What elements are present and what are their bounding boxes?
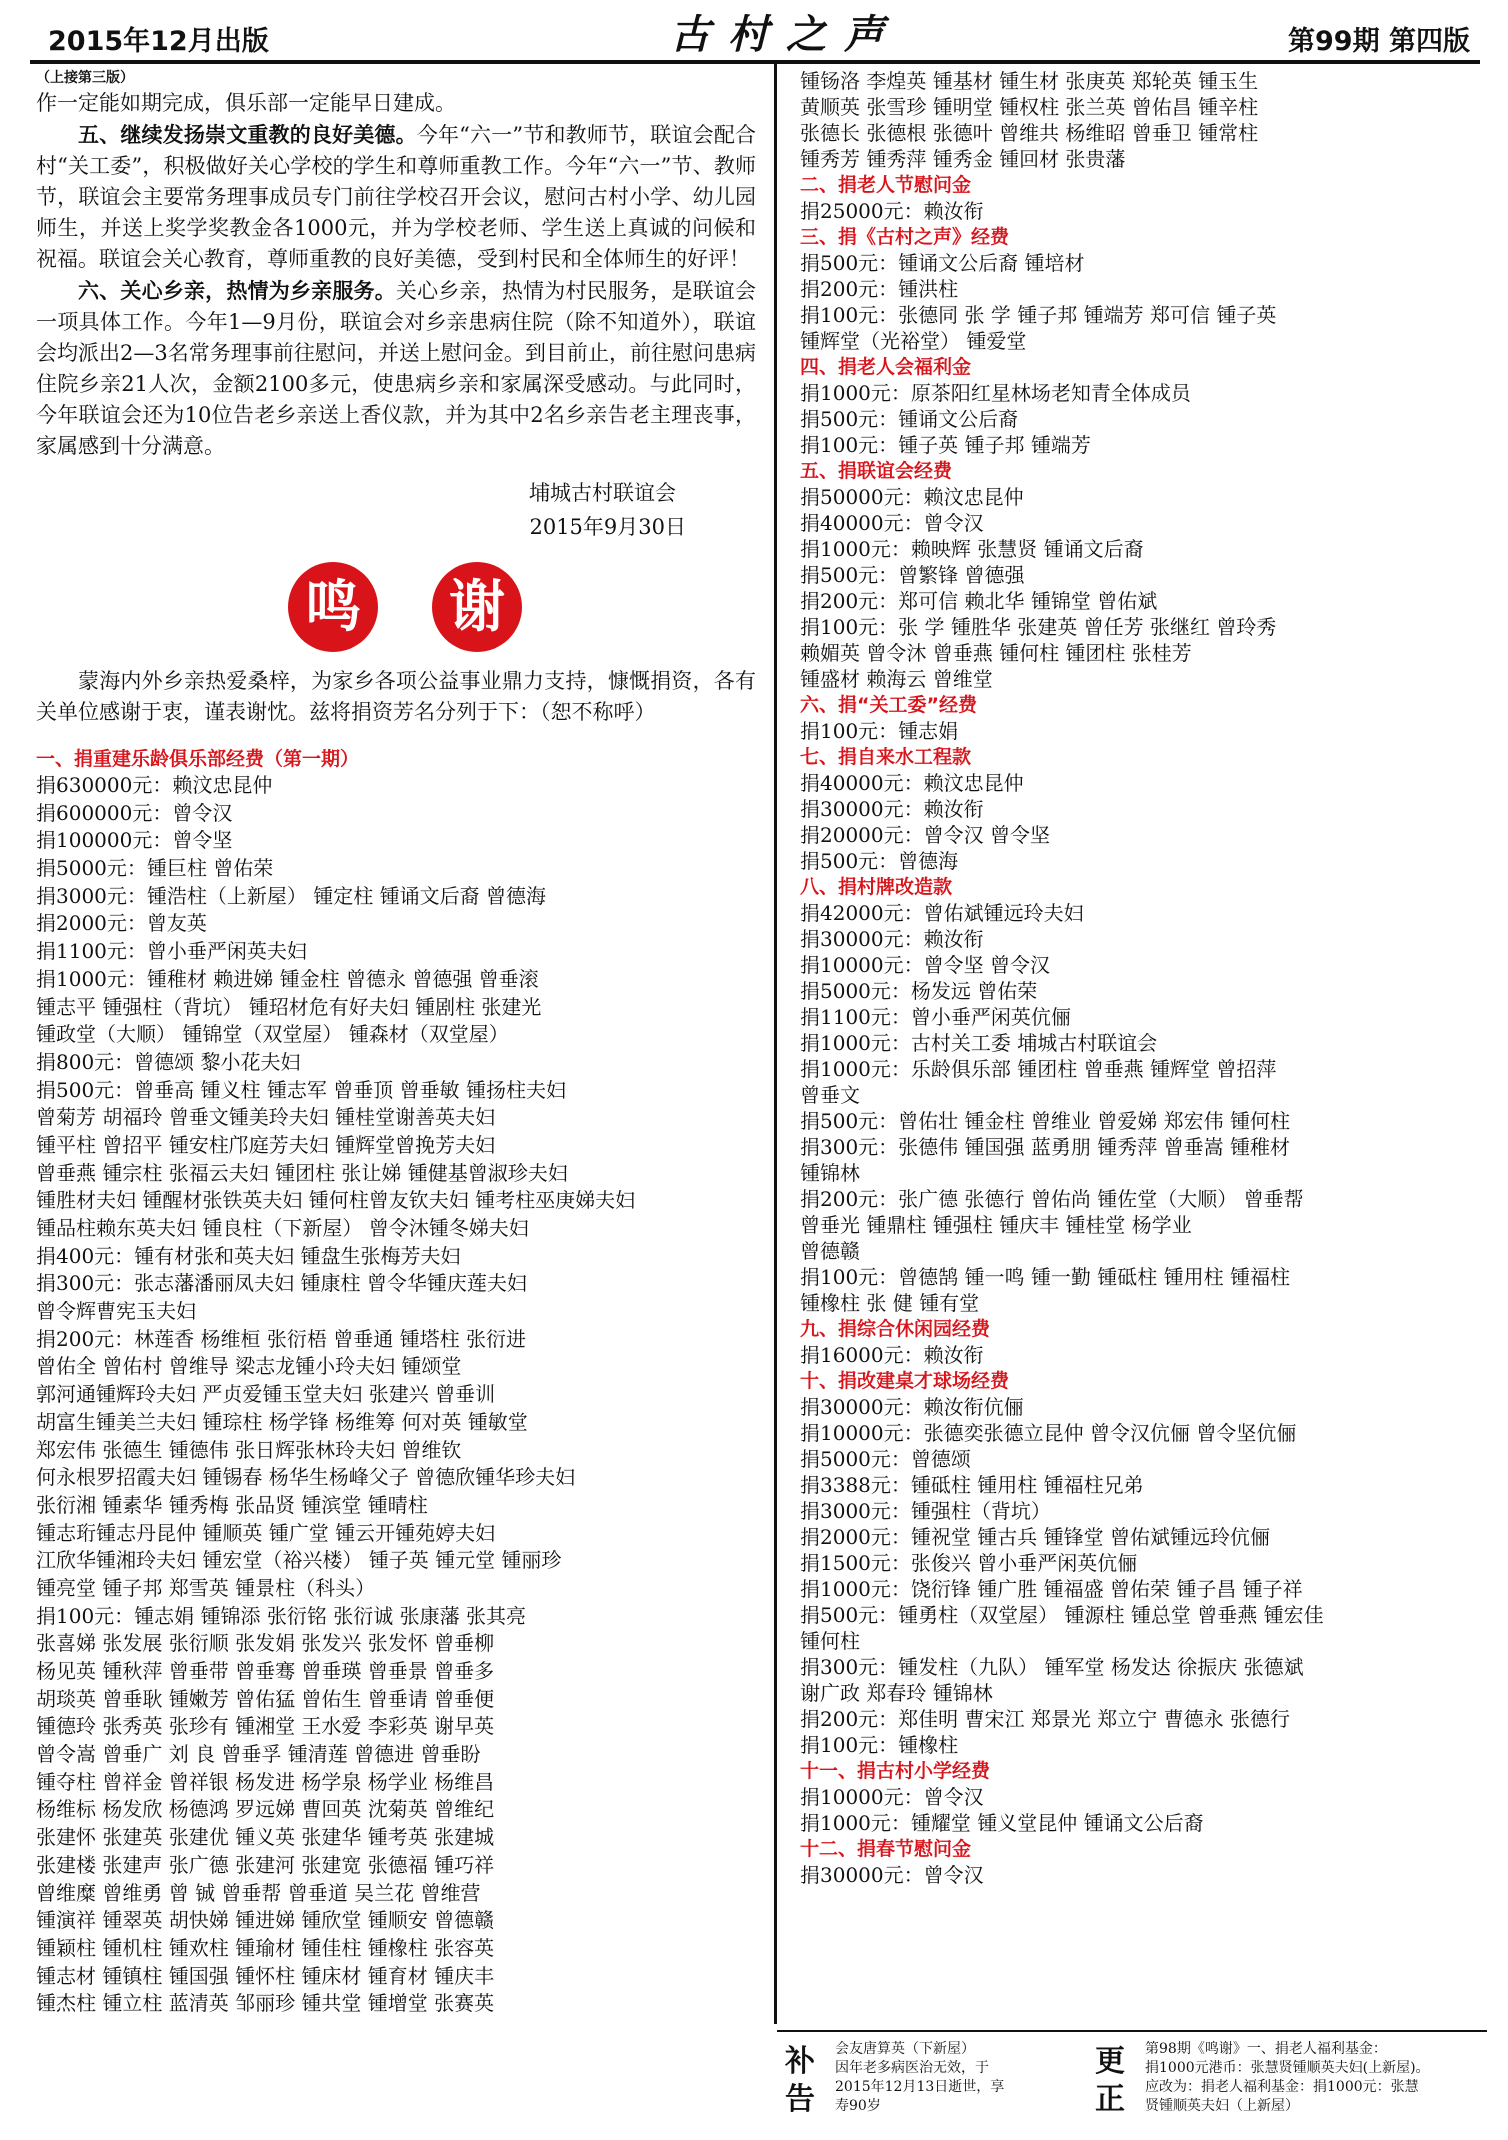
- donor-line: 捐10000元：曾令汉: [800, 1785, 984, 1809]
- donor-line: 捐500元：曾垂高 锺义柱 锺志军 曾垂顶 曾垂敏 锺扬柱夫妇: [36, 1077, 566, 1102]
- correction-line: 第98期《鸣谢》一、捐老人福利基金：: [1145, 2041, 1387, 2057]
- donor-line: 锺政堂（大顺） 锺锦堂（双堂屋） 锺森材（双堂屋）: [36, 1022, 509, 1047]
- donor-line: 锺锦林: [800, 1161, 860, 1185]
- donor-line: 捐500元：曾德海: [800, 849, 959, 873]
- donor-line: 捐1000元：锺耀堂 锺义堂昆仲 锺诵文公后裔: [800, 1811, 1204, 1835]
- section-title: 十一、捐古村小学经费: [800, 1760, 991, 1782]
- donor-line: 捐10000元：张德奕张德立昆仲 曾令汉伉俪 曾令坚伉俪: [800, 1421, 1297, 1445]
- correction-label-2: 正: [1095, 2082, 1125, 2117]
- donor-line: 捐100000元：曾令坚: [36, 828, 233, 853]
- donor-line: 捐630000元：赖汶忠昆仲: [36, 773, 273, 797]
- donor-line: 张德长 张德根 张德叶 曾维共 杨维昭 曾垂卫 锺常柱: [800, 121, 1259, 145]
- section-title: 八、捐村牌改造款: [800, 876, 953, 898]
- donor-line: 曾德赣: [800, 1239, 860, 1263]
- donor-line: 曾维糜 曾维勇 曾 铖 曾垂帮 曾垂道 吴兰花 曾维营: [36, 1880, 481, 1905]
- donor-line: 捐100元：曾德鹄 锺一鸣 锺一勤 锺砥柱 锺用柱 锺福柱: [800, 1265, 1290, 1289]
- donor-line: 捐100元：张 学 锺胜华 张建英 曾任芳 张继红 曾玲秀: [800, 615, 1277, 639]
- donor-line: 张建楼 张建声 张广德 张建河 张建宽 张德福 锺巧祥: [36, 1852, 495, 1877]
- donor-line: 捐25000元：赖汝衔: [800, 199, 984, 223]
- section-1-title: 一、捐重建乐龄俱乐部经费（第一期）: [36, 748, 360, 770]
- intro-text: 作一定能如期完成，俱乐部一定能早日建成。: [36, 91, 456, 115]
- donor-line: 捐500元：锺勇柱（双堂屋） 锺源柱 锺总堂 曾垂燕 锺宏佳: [800, 1603, 1324, 1627]
- donor-line: 锺颖柱 锺机柱 锺欢柱 锺瑜材 锺佳柱 锺橡柱 张容英: [36, 1935, 495, 1960]
- supplement-line: 会友唐算英（下新屋）: [835, 2041, 975, 2057]
- donor-line: 捐500元：锺诵文公后裔 锺培材: [800, 251, 1085, 275]
- donor-line: 胡琰英 曾垂耿 锺嫩芳 曾佑猛 曾佑生 曾垂请 曾垂便: [36, 1686, 495, 1711]
- donor-line: 捐16000元：赖汝衔: [800, 1343, 984, 1367]
- donor-line: 捐5000元：杨发远 曾佑荣: [800, 979, 1038, 1003]
- bottom-notices: [777, 2030, 1487, 2130]
- donor-line: 黄顺英 张雪珍 锺明堂 锺权柱 张兰英 曾佑昌 锺辛柱: [800, 95, 1259, 119]
- donor-line: 捐30000元：曾令汉: [800, 1863, 984, 1887]
- donor-line: 捐500元：曾佑壮 锺金柱 曾维业 曾爱娣 郑宏伟 锺何柱: [800, 1109, 1290, 1133]
- correction-notice: [1145, 2040, 1483, 2116]
- thanks-seal-2: 谢: [432, 562, 522, 652]
- donor-line: 捐300元：锺发柱（九队） 锺军堂 杨发达 徐振庆 张德斌: [800, 1655, 1304, 1679]
- donor-line: 捐42000元：曾佑斌锺远玲夫妇: [800, 901, 1084, 925]
- donor-line: 张喜娣 张发展 张衍顺 张发娟 张发兴 张发怀 曾垂柳: [36, 1631, 495, 1656]
- page-header: [30, 11, 1480, 64]
- donor-line: 捐40000元：赖汶忠昆仲: [800, 771, 1024, 795]
- section-title: 六、捐“关工委”经费: [800, 694, 977, 716]
- donor-line: 锺平柱 曾招平 锺安柱邝庭芳夫妇 锺辉堂曾挽芳夫妇: [36, 1132, 496, 1157]
- donor-line: 杨维标 杨发欣 杨德鸿 罗远娣 曹回英 沈菊英 曾维纪: [36, 1797, 495, 1822]
- donor-line: 捐3000元：锺浩柱（上新屋） 锺定柱 锺诵文后裔 曾德海: [36, 883, 546, 908]
- supplement-line: 寿90岁: [835, 2098, 881, 2114]
- thanks-seal-1: 鸣: [288, 562, 378, 652]
- donor-line: 捐1000元：赖映辉 张慧贤 锺诵文后裔: [800, 537, 1144, 561]
- donor-line: 何永根罗招霞夫妇 锺锡春 杨华生杨峰父子 曾德欣锺华珍夫妇: [36, 1465, 576, 1490]
- donor-line: 杨见英 锺秋萍 曾垂带 曾垂骞 曾垂瑛 曾垂景 曾垂多: [36, 1659, 495, 1683]
- donor-line: 赖媚英 曾令沐 曾垂燕 锺何柱 锺团柱 张桂芳: [800, 641, 1192, 665]
- correction-line: 捐1000元港币：张慧贤锺顺英夫妇(上新屋)。: [1145, 2060, 1430, 2076]
- donor-line: 锺何柱: [800, 1629, 860, 1653]
- donor-line: 捐2000元：曾友英: [36, 911, 207, 936]
- donor-line: 捐300元：张志藩潘丽凤夫妇 锺康柱 曾令华锺庆莲夫妇: [36, 1271, 527, 1296]
- correction-line: 贤锺顺英夫妇（上新屋）: [1145, 2098, 1299, 2114]
- signature-date: 2015年9月30日: [529, 515, 686, 539]
- donor-line: 捐200元：郑佳明 曹宋江 郑景光 郑立宁 曹德永 张德行: [800, 1707, 1290, 1731]
- supplement-line: 因年老多病医治无效，于: [835, 2060, 989, 2076]
- donor-line: 捐50000元：赖汶忠昆仲: [800, 485, 1024, 509]
- donor-line: 捐1100元：曾小垂严闲英伉俪: [800, 1005, 1071, 1029]
- section-6-paragraph: [36, 275, 756, 462]
- donor-line: 曾垂光 锺鼎柱 锺强柱 锺庆丰 锺桂堂 杨学业: [800, 1213, 1192, 1237]
- donor-line: 捐3000元：锺强柱（背坑）: [800, 1499, 1051, 1523]
- donor-line: 郭河通锺辉玲夫妇 严贞爱锺玉堂夫妇 张建兴 曾垂训: [36, 1382, 496, 1407]
- donor-line: 张建怀 张建英 张建优 锺义英 张建华 锺考英 张建城: [36, 1825, 495, 1850]
- donor-line: 捐500元：曾繁锋 曾德强: [800, 563, 1025, 587]
- intro-paragraph: [36, 88, 756, 119]
- donor-line: 捐1000元：饶衍锋 锺广胜 锺福盛 曾佑荣 锺子昌 锺子祥: [800, 1577, 1303, 1601]
- donor-line: 锺杰柱 锺立柱 蓝清英 邹丽珍 锺共堂 锺增堂 张赛英: [36, 1991, 495, 2016]
- donor-line: 捐300元：张德伟 锺国强 蓝勇朋 锺秀萍 曾垂嵩 锺稚材: [800, 1135, 1290, 1159]
- section-title: 五、捐联谊会经费: [800, 460, 953, 482]
- donor-line: 捐3388元：锺砥柱 锺用柱 锺福柱兄弟: [800, 1473, 1144, 1497]
- donor-line: 郑宏伟 张德生 锺德伟 张日辉张林玲夫妇 曾维钦: [36, 1437, 462, 1462]
- donor-line: 捐100元：锺子英 锺子邦 锺端芳: [800, 433, 1091, 457]
- donor-line: 锺品柱赖东英夫妇 锺良柱（下新屋） 曾令沐锺冬娣夫妇: [36, 1216, 529, 1240]
- donor-line: 锺德玲 张秀英 张珍有 锺湘堂 王水爱 李彩英 谢早英: [36, 1714, 495, 1739]
- donor-line: 捐30000元：赖汝衔: [800, 927, 984, 951]
- supplement-line: 2015年12月13日逝世，享: [835, 2079, 1005, 2095]
- acknowledgement-intro: 蒙海内外乡亲热爱桑梓，为家乡各项公益事业鼎力支持，慷慨捐资，各有关单位感谢于衷，谨表谢忱。兹将捐资芳名分列于下：（恕不称呼）: [36, 669, 756, 724]
- section-title: 二、捐老人节慰问金: [800, 174, 972, 196]
- section-title: 七、捐自来水工程款: [800, 746, 972, 768]
- donor-line: 锺橡柱 张 健 锺有堂: [800, 1291, 980, 1315]
- donor-line: 捐200元：张广德 张德行 曾佑尚 锺佐堂（大顺） 曾垂帮: [800, 1187, 1304, 1211]
- acknowledgement-heading: [36, 544, 756, 662]
- section-title: 九、捐综合休闲园经费: [800, 1318, 991, 1340]
- donor-line: 捐200元：郑可信 赖北华 锺锦堂 曾佑斌: [800, 589, 1158, 613]
- donor-line: 捐100元：张德同 张 学 锺子邦 锺端芳 郑可信 锺子英: [800, 303, 1277, 327]
- section-5-body: 今年“六一”节和教师节，联谊会配合村“关工委”，积极做好关心学校的学生和尊师重教工作。今年“六一”节、教师节，联谊会主要常务理事成员专门前往学校召开会议，慰问古村小学、幼儿园师生，并送上奖学奖教金各1000元，并为学校老师、学生送上真诚的问候和祝福。联谊会关心教育，尊师重教的良好美德，受到村民和全体师生的好评！: [36, 123, 756, 271]
- donor-line: 捐200元：锺洪柱: [800, 277, 959, 301]
- donor-line: 捐100元：锺志娟: [800, 719, 959, 743]
- donor-line: 锺志平 锺强柱（背坑） 锺玿材危有好夫妇 锺剧柱 张建光: [36, 994, 542, 1019]
- section-5-heading: 五、继续发扬崇文重教的良好美德。: [78, 122, 417, 147]
- donor-line: 锺亮堂 锺子邦 郑雪英 锺景柱（科头）: [36, 1575, 376, 1600]
- donor-line: 锺演祥 锺翠英 胡快娣 锺进娣 锺欣堂 锺顺安 曾德赣: [36, 1908, 495, 1933]
- donor-line: 捐1100元：曾小垂严闲英夫妇: [36, 939, 307, 964]
- column-divider: [774, 64, 777, 2024]
- donor-line: 曾菊芳 胡福玲 曾垂文锺美玲夫妇 锺桂堂谢善英夫妇: [36, 1105, 496, 1130]
- section-title: 十二、捐春节慰问金: [800, 1838, 972, 1860]
- donor-line: 捐1000元：锺稚材 赖进娣 锺金柱 曾德永 曾德强 曾垂滚: [36, 966, 539, 991]
- section-6-heading: 六、关心乡亲，热情为乡亲服务。: [78, 278, 396, 303]
- donor-line: 捐5000元：曾德颂: [800, 1447, 971, 1471]
- donor-line: 锺钖洛 李煌英 锺基材 锺生材 张庚英 郑轮英 锺玉生: [800, 69, 1259, 93]
- section-title: 三、捐《古村之声》经费: [800, 226, 1010, 248]
- correction-line: 应改为：捐老人福利基金：捐1000元：张慧: [1145, 2079, 1419, 2095]
- donor-line: 捐1500元：张俊兴 曾小垂严闲英伉俪: [800, 1551, 1138, 1575]
- section-title: 十、捐改建桌才球场经费: [800, 1370, 1010, 1392]
- correction-label-1: 更: [1095, 2044, 1125, 2079]
- donor-line: 捐5000元：锺巨柱 曾佑荣: [36, 856, 274, 881]
- publication-date: 2015年12月出版: [48, 26, 269, 57]
- issue-number: 第99期 第四版: [1288, 26, 1470, 57]
- donor-line: 曾令辉曹宪玉夫妇: [36, 1299, 196, 1324]
- signature-org: 埔城古村联谊会: [529, 481, 676, 505]
- left-column: [36, 68, 756, 2018]
- donor-line: 锺秀芳 锺秀萍 锺秀金 锺回材 张贵藩: [800, 147, 1126, 171]
- donor-line: 胡富生锺美兰夫妇 锺琮柱 杨学锋 杨维筹 何对英 锺敏堂: [36, 1409, 528, 1434]
- donor-line: 捐2000元：锺祝堂 锺古兵 锺锋堂 曾佑斌锺远玲伉俪: [800, 1525, 1270, 1549]
- donor-line: 捐200元：林莲香 杨维桓 张衍梧 曾垂通 锺塔柱 张衍进: [36, 1326, 526, 1351]
- donor-line: 捐100元：锺橡柱: [800, 1733, 959, 1757]
- donor-line: 捐10000元：曾令坚 曾令汉: [800, 953, 1050, 977]
- donor-line: 曾令嵩 曾垂广 刘 良 曾垂孚 锺清莲 曾德进 曾垂盼: [36, 1742, 481, 1767]
- continued-note: （上接第三版）: [36, 70, 134, 86]
- donor-line: 锺盛材 赖海云 曾维堂: [800, 667, 993, 691]
- section-5-paragraph: [36, 119, 756, 275]
- supplement-label-1: 补: [785, 2044, 815, 2079]
- donor-line: 锺辉堂（光裕堂） 锺爱堂: [800, 329, 1027, 353]
- donor-line: 谢广政 郑春玲 锺锦林: [800, 1681, 993, 1705]
- donor-line: 捐400元：锺有材张和英夫妇 锺盘生张梅芳夫妇: [36, 1243, 461, 1268]
- donor-line: 曾垂文: [800, 1083, 860, 1107]
- donor-line: 捐30000元：赖汝衔伉俪: [800, 1395, 1024, 1419]
- donor-list: [36, 772, 756, 2018]
- donor-line: 江欣华锺湘玲夫妇 锺宏堂（裕兴楼） 锺子英 锺元堂 锺丽珍: [36, 1548, 562, 1573]
- donor-line: 锺志材 锺镇柱 锺国强 锺怀柱 锺床材 锺育材 锺庆丰: [36, 1963, 495, 1988]
- right-column: [800, 68, 1490, 1888]
- donor-line: 捐1000元：古村关工委 埔城古村联谊会: [800, 1031, 1158, 1055]
- donor-line: 锺胜材夫妇 锺醒材张铁英夫妇 锺何柱曾友钦夫妇 锺考柱巫庚娣夫妇: [36, 1188, 636, 1213]
- donor-list-continued: [800, 68, 1490, 1888]
- section-title: 四、捐老人会福利金: [800, 356, 972, 378]
- donor-line: 捐100元：锺志娟 锺锦添 张衍铭 张衍诚 张康藩 张其亮: [36, 1603, 526, 1628]
- donor-line: 张衍湘 锺素华 锺秀梅 张品贤 锺滨堂 锺晴柱: [36, 1492, 428, 1517]
- newspaper-title: 古村之声: [670, 11, 902, 58]
- donor-line: 曾佑全 曾佑村 曾维导 梁志龙锺小玲夫妇 锺颂堂: [36, 1354, 462, 1379]
- donor-line: 捐30000元：赖汝衔: [800, 797, 984, 821]
- donor-line: 捐500元：锺诵文公后裔: [800, 407, 1019, 431]
- donor-line: 捐1000元：原茶阳红星林场老知青全体成员: [800, 381, 1191, 405]
- supplement-label-2: 告: [785, 2082, 815, 2117]
- donor-line: 锺志珩锺志丹昆仲 锺顺英 锺广堂 锺云开锺苑婷夫妇: [36, 1520, 496, 1545]
- donor-line: 捐20000元：曾令汉 曾令坚: [800, 823, 1050, 847]
- section-6-body: 关心乡亲，热情为村民服务，是联谊会一项具体工作。今年1—9月份，联谊会对乡亲患病住院（除不知道外），联谊会均派出2—3名常务理事前往慰问，并送上慰问金。到目前止，前往慰问患病住院乡亲21人次，金额2100多元，使患病乡亲和家属深受感动。与此同时，今年联谊会还为10位告老乡亲送上香仪款，并为其中2名乡亲告老主理丧事，家属感到十分满意。: [36, 279, 757, 458]
- donor-line: 曾垂燕 锺宗柱 张福云夫妇 锺团柱 张让娣 锺健基曾淑珍夫妇: [36, 1160, 568, 1185]
- donor-line: 捐800元：曾德颂 黎小花夫妇: [36, 1049, 301, 1074]
- donor-line: 捐600000元：曾令汉: [36, 800, 233, 825]
- donor-line: 捐1000元：乐龄俱乐部 锺团柱 曾垂燕 锺辉堂 曾招萍: [800, 1057, 1277, 1081]
- donor-line: 锺夺柱 曾祥金 曾祥银 杨发进 杨学泉 杨学业 杨维昌: [36, 1769, 495, 1794]
- supplement-notice: [835, 2040, 1095, 2116]
- donor-line: 捐40000元：曾令汉: [800, 511, 984, 535]
